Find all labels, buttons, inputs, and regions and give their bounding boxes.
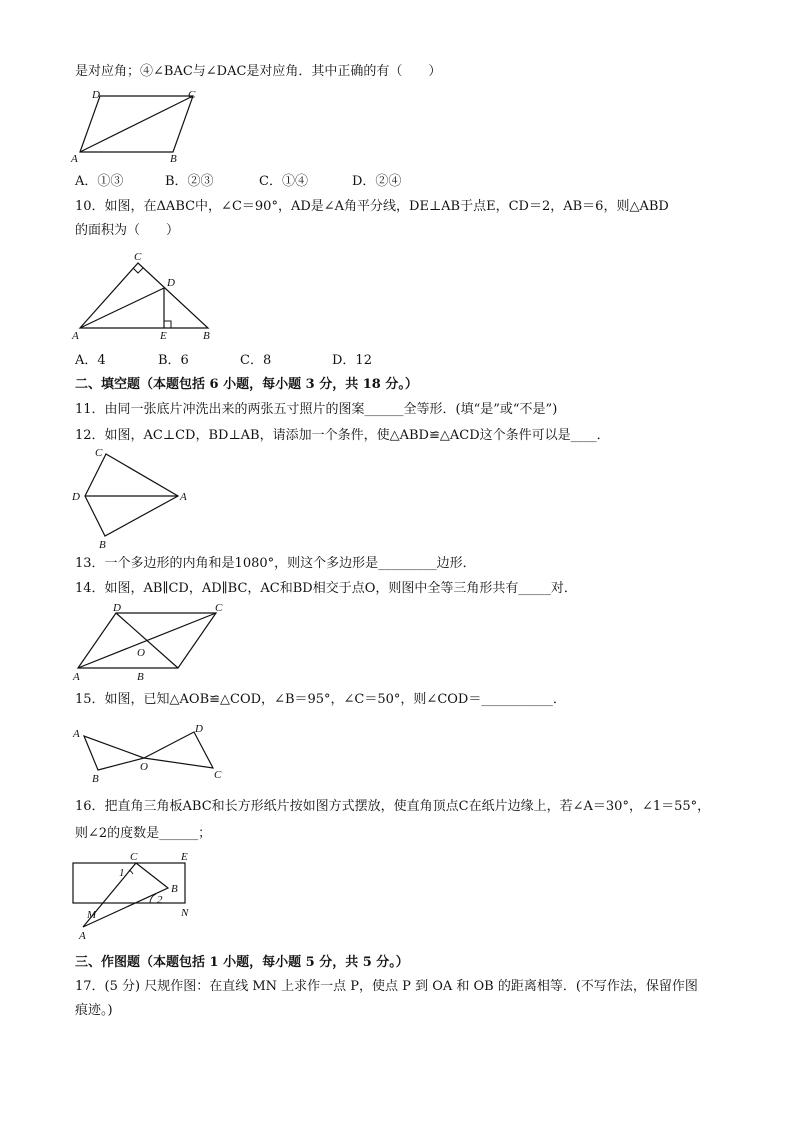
q10-right-angle-e [164,321,171,328]
q14-parallelogram-figure [70,600,230,685]
q12-quadrilateral [85,454,178,536]
q14-label-d: D [113,602,121,614]
q9-label-c: C [188,89,196,101]
q15-label-c: C [214,769,222,781]
q16-label-m: M [87,909,97,921]
q16-set-square-figure [70,850,205,942]
q9-label-d: D [92,89,100,101]
q9-option-d: D．②④ [352,174,402,189]
q10-option-d: D．12 [332,353,372,368]
section-3-heading: 三、作图题（本题包括 1 小题，每小题 5 分，共 5 分。） [75,955,409,970]
q9-label-b: B [170,153,177,165]
q17-line2: 痕迹。) [75,1003,113,1018]
q11-text: 11．由同一张底片冲洗出来的两张五寸照片的图案______全等形．(填“是”或“不是”) [75,402,558,417]
q15-triangle-cod [144,732,213,768]
q17-line1: 17．(5 分) 尺规作图：在直线 MN 上求作一点 P，使点 P 到 OA 和 OB 的距离相等．(不写作法，保留作图 [75,979,698,994]
q15-label-b: B [92,773,99,785]
q10-option-b: B．6 [158,353,189,368]
q14-diagonal-bd [116,613,178,668]
q10-label-a: A [72,330,79,342]
q16-label-2: 2 [157,894,163,906]
q16-rectangle-paper [73,863,185,903]
q9-label-a: A [71,153,78,165]
q10-label-e: E [160,330,167,342]
q16-label-n: N [181,907,189,919]
q10-triangle-figure [70,250,220,345]
q10-label-d: D [167,277,175,289]
q10-line1: 10．如图，在ΔABC中，∠C＝90°，AD是∠A角平分线，DE⊥AB于点E，CD＝2，AB＝6，则△ABD [75,199,669,214]
q10-line2: 的面积为（ ） [75,223,180,238]
q16-label-1: 1 [119,867,125,879]
q14-label-c: C [215,602,223,614]
q10-label-c: C [134,251,142,263]
q14-label-o: O [137,647,145,659]
q15-label-a: A [73,728,80,740]
q14-label-a: A [73,671,80,683]
q9-option-c: C．①④ [259,174,308,189]
q15-label-o: O [140,761,148,773]
q10-right-angle-c [133,268,143,273]
q10-option-c: C．8 [240,353,272,368]
q16-line2: 则∠2的度数是______； [75,826,212,841]
q12-label-c: C [95,447,103,459]
q16-angle-1-arc [129,870,133,874]
q16-line1: 16．把直角三角板ABC和长方形纸片按如图方式摆放，使直角顶点C在纸片边缘上，若∠A＝30°，∠1＝55°， [75,799,711,814]
q12-label-d: D [72,491,80,503]
q9-text: 是对应角；④∠BAC与∠DAC是对应角．其中正确的有（ ） [75,64,442,79]
q10-option-a: A．4 [75,353,106,368]
q14-label-b: B [137,671,144,683]
q16-label-b: B [171,883,178,895]
q9-parallelogram-figure [70,88,210,163]
q15-bowtie-figure [70,718,230,788]
q9-option-a: A．①③ [75,174,124,189]
q16-label-c: C [130,851,138,863]
q15-label-d: D [195,723,203,735]
q14-text: 14．如图，AB∥CD，AD∥BC，AC和BD相交于点O，则图中全等三角形共有_____对． [75,581,577,596]
q12-label-b: B [99,539,106,551]
q15-triangle-aob [84,736,144,770]
q13-text: 13．一个多边形的内角和是1080°，则这个多边形是_________边形． [75,556,476,571]
q16-label-a: A [79,930,86,942]
section-2-heading: 二、填空题（本题包括 6 小题，每小题 3 分，共 18 分。） [75,377,418,392]
q12-text: 12．如图，AC⊥CD，BD⊥AB，请添加一个条件，使△ABD≌△ACD这个条件可以是____． [75,428,610,443]
q15-text: 15．如图，已知△AOB≌△COD，∠B＝95°，∠C＝50°，则∠COD＝___________． [75,692,566,707]
q10-bisector-ad [80,288,164,328]
q12-kite-figure [70,445,195,553]
q10-label-b: B [203,330,210,342]
q16-label-e: E [181,851,188,863]
q9-option-b: B．②③ [165,174,214,189]
q12-label-a: A [180,491,187,503]
